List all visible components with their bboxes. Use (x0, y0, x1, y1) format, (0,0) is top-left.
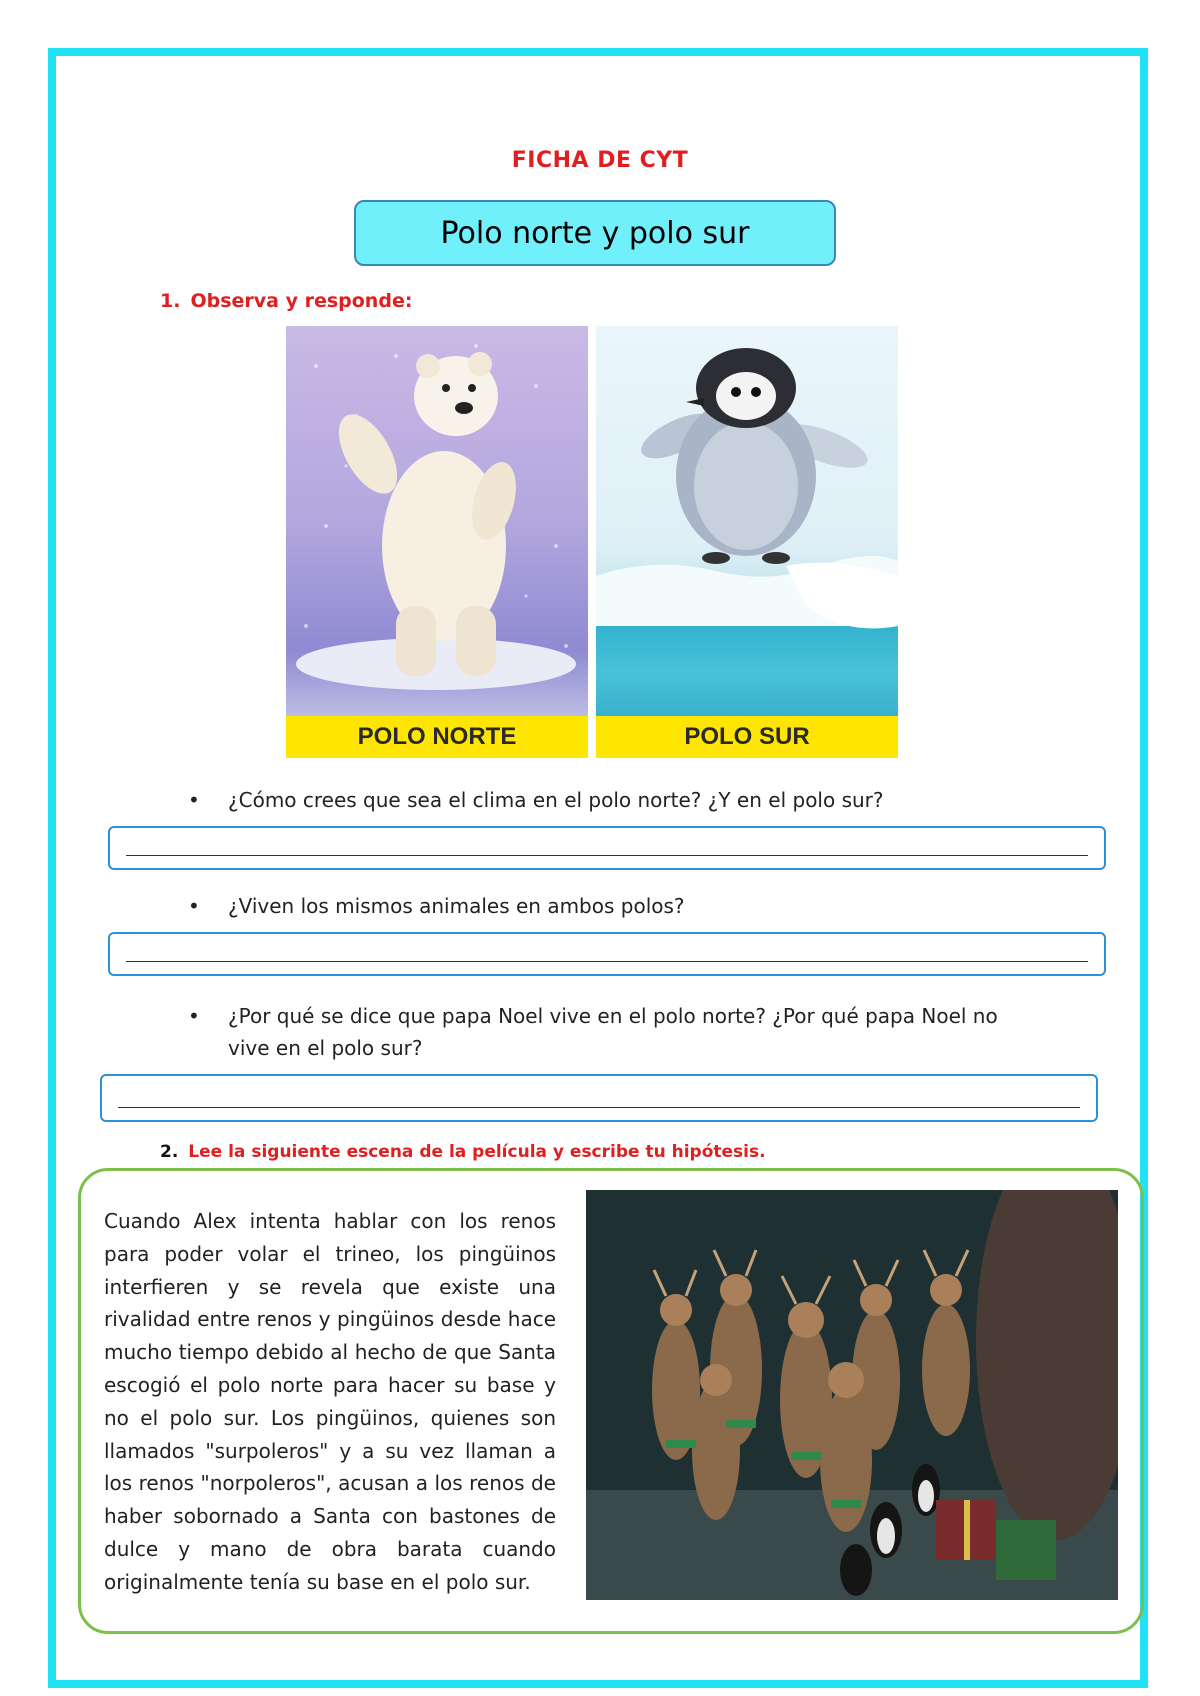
answer-line-1 (126, 855, 1088, 856)
polo-sur-caption: POLO SUR (596, 716, 898, 758)
section-2-heading-text: Lee la siguiente escena de la película y escribe tu hipótesis. (188, 1142, 766, 1162)
section-1-heading (160, 290, 412, 312)
movie-scene-illustration (586, 1190, 1118, 1600)
reindeer-penguins-scene (586, 1190, 1118, 1600)
poles-illustration (286, 326, 898, 758)
section-2-number: 2. (160, 1142, 179, 1162)
question-1-bullet: • (188, 788, 200, 812)
story-text: Cuando Alex intenta hablar con los renos para poder volar el trineo, los pingüinos interfieren y se revela que existe una rivalidad entre renos y pingüinos desde hace mucho tiempo debido al hecho de que Santa escogió el polo norte para hacer su base y no el polo sur. Los pingüinos, quienes son llamados "surpoleros" y a su vez llaman a los renos "norpoleros", acusan a los renos de haber sobornado a Santa con bastones de dulce y mano de obra barata cuando originalmente tenía su base en el polo sur. (104, 1209, 556, 1594)
section-1-heading-text: Observa y responde: (190, 290, 413, 312)
section-2-heading (160, 1142, 766, 1162)
answer-box-3[interactable] (100, 1074, 1098, 1122)
answer-line-3 (118, 1107, 1080, 1108)
answer-box-1[interactable] (108, 826, 1106, 870)
question-2-text: ¿Viven los mismos animales en ambos polos? (228, 894, 685, 918)
worksheet-title: FICHA DE CYT (511, 148, 689, 173)
polo-norte-caption: POLO NORTE (286, 716, 588, 758)
topic-title: Polo norte y polo sur (440, 215, 750, 251)
penguin-illustration (596, 326, 898, 758)
polar-bear-illustration (286, 326, 588, 758)
question-3-bullet: • (188, 1004, 200, 1028)
answer-box-2[interactable] (108, 932, 1106, 976)
question-1-text: ¿Cómo crees que sea el clima en el polo norte? ¿Y en el polo sur? (228, 788, 884, 812)
question-3-text: ¿Por qué se dice que papa Noel vive en el polo norte? ¿Por qué papa Noel no vive en el polo sur? (228, 1004, 998, 1060)
section-1-number: 1. (160, 290, 181, 312)
question-2-bullet: • (188, 894, 200, 918)
penguin-panel (596, 326, 898, 758)
topic-title-box (354, 200, 836, 266)
polar-bear-panel (286, 326, 588, 758)
answer-line-2 (126, 961, 1088, 962)
